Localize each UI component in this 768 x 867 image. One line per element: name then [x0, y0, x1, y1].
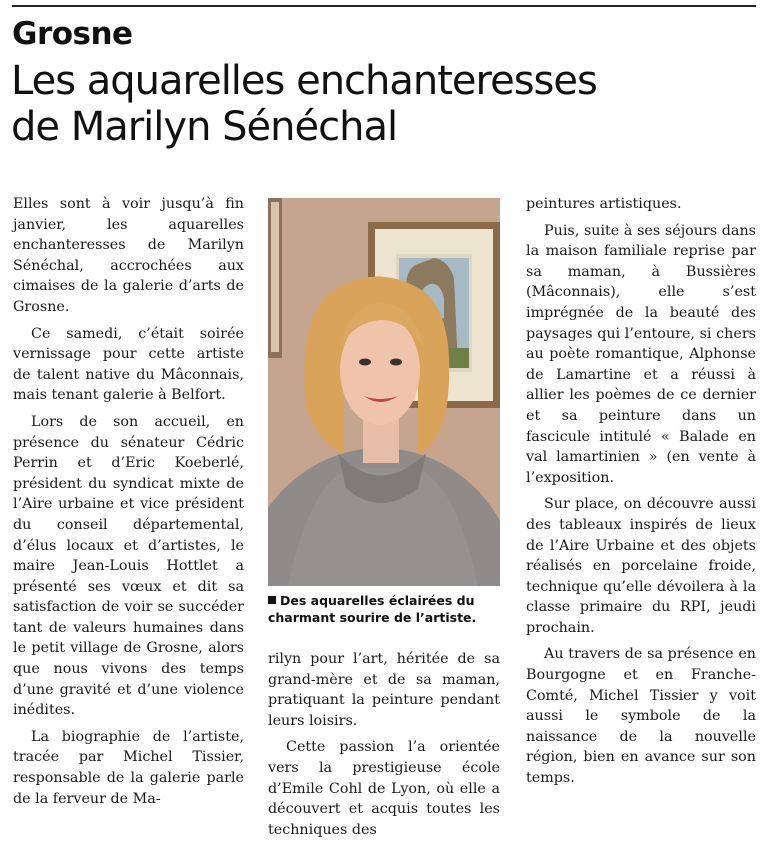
artist-photo — [268, 198, 500, 586]
headline-line-2: de Marilyn Sénéchal — [11, 104, 398, 150]
paragraph: Sur place, on découvre aussi des tableaux inspirés de lieux de l’Aire Urbaine et des objets réalisés en porcelaine froide, technique qu’elle dévoilera à la classe primaire du RPI, jeudi prochain. — [526, 496, 756, 636]
section-kicker: Grosne — [12, 16, 133, 52]
artist-photo-illustration — [268, 198, 500, 586]
paragraph: Ce samedi, c’était soirée vernissage pour cette artiste de talent native du Mâconnais, mais tenant galerie à Belfort. — [13, 325, 244, 404]
article-headline — [11, 58, 756, 150]
article-column-1 — [13, 194, 244, 815]
article-column-3 — [526, 194, 756, 795]
paragraph: Elles sont à voir jusqu’à fin janvier, les aquarelles enchanteresses de Marilyn Sénéchal, accrochées aux cimaises de la galerie d’arts de Grosne. — [13, 196, 244, 315]
caption-text: Des aquarelles éclairées du charmant sourire de l’artiste. — [268, 593, 477, 625]
paragraph: rilyn pour l’art, héritée de sa grand-mère et de sa maman, pratiquant la peinture pendant leurs loisirs. — [268, 651, 500, 729]
paragraph: Au travers de sa présence en Bourgogne et en Franche-Comté, Michel Tissier y voit aussi le symbole de la naissance de la nouvelle région, bien en avance sur son temps. — [526, 646, 756, 787]
photo-caption — [268, 592, 500, 626]
top-rule — [12, 5, 756, 7]
paragraph: Lors de son accueil, en présence du sénateur Cédric Perrin et d’Eric Koeberlé, président du syndicat mixte de l’Aire urbaine et vice président du conseil départemental, d’élus locaux et d’artistes, le maire Jean-Louis Hottlet a présenté ses vœux et dit sa satisfaction de voir se succéder tant de valeurs humaines dans le petit village de Grosne, alors que nous vivons des temps d’une gravité et d’une violence inédites. — [13, 413, 244, 719]
article-column-2 — [268, 649, 500, 846]
caption-bullet-icon — [268, 596, 276, 604]
paragraph: Puis, suite à ses séjours dans la maison familiale reprise par sa maman, à Bussières (Mâconnais), elle s’est imprégnée de la beauté des paysages qui l’entoure, si chers au poète romantique, Alphonse de Lamartine et a réussi à allier les poèmes de ce dernier et sa peinture dans un fascicule intitulé « Balade en val lamartinien » (en vente à l’exposition. — [526, 222, 756, 486]
headline-line-1: Les aquarelles enchanteresses — [11, 58, 597, 104]
paragraph: Cette passion l’a orientée vers la prestigieuse école d’Emile Cohl de Lyon, où elle a découvert et acquis toutes les techniques des — [268, 739, 500, 838]
paragraph: peintures artistiques. — [526, 196, 682, 212]
paragraph: La biographie de l’artiste, tracée par Michel Tissier, responsable de la galerie parle de la ferveur de Ma- — [13, 728, 244, 807]
